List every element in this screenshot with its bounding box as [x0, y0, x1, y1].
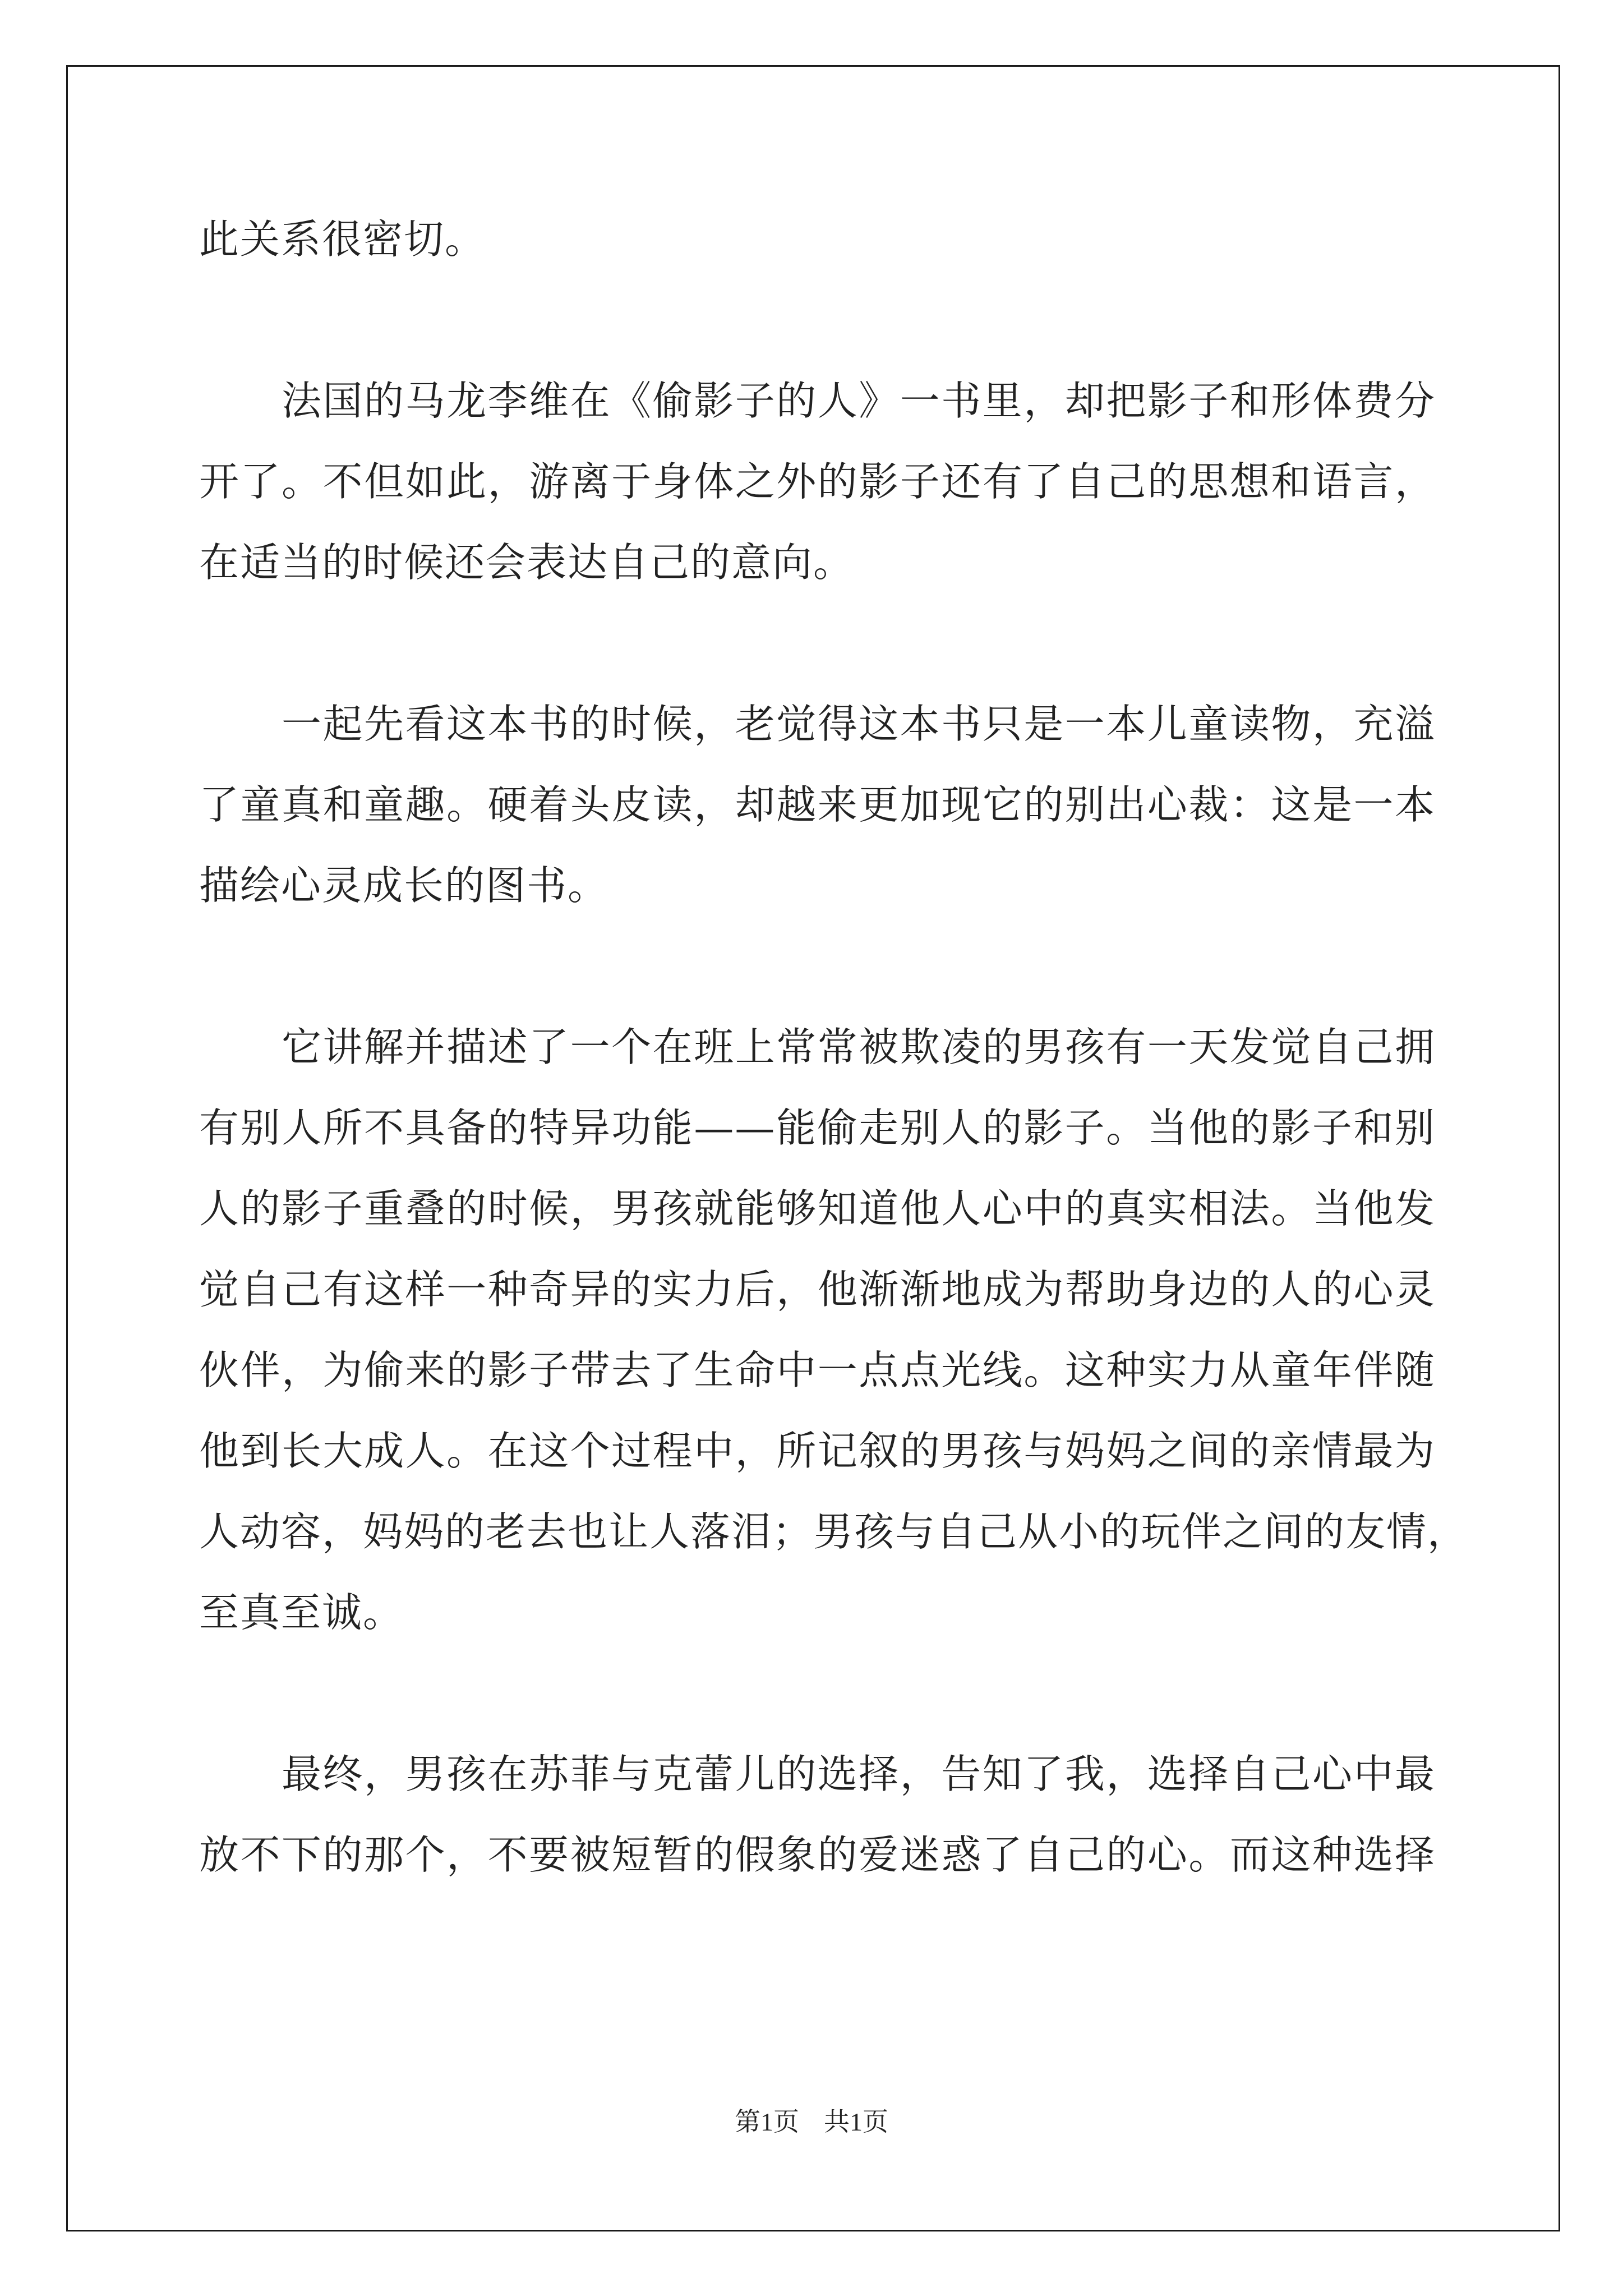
text-line: 觉自己有这样一种奇异的实力后，他渐渐地成为帮助身边的人的心灵 [199, 1266, 1436, 1313]
text-line: 法国的马龙李维在《偷影子的人》一书里，却把影子和形体费分 [282, 378, 1436, 424]
text-line: 他到长大成人。在这个过程中，所记叙的男孩与妈妈之间的亲情最为 [199, 1428, 1436, 1474]
text-line: 至真至诚。 [199, 1589, 404, 1636]
document-body [199, 199, 1469, 1895]
text-line: 它讲解并描述了一个在班上常常被欺凌的男孩有一天发觉自己拥 [282, 1024, 1436, 1070]
text-line: 放不下的那个，不要被短暂的假象的爱迷惑了自己的心。而这种选择 [199, 1832, 1436, 1878]
page-footer [0, 2101, 1623, 2138]
text-line: 开了。不但如此，游离于身体之外的影子还有了自己的思想和语言， [199, 458, 1436, 505]
text-line: 有别人所不具备的特异功能——能偷走别人的影子。当他的影子和别 [199, 1105, 1436, 1151]
text-line: 了童真和童趣。硬着头皮读，却越来更加现它的别出心裁：这是一本 [199, 781, 1436, 828]
paragraph-gap [199, 926, 1436, 1007]
text-line: 伙伴，为偷来的影子带去了生命中一点点光线。这种实力从童年伴随 [199, 1347, 1436, 1393]
text-line: 在适当的时候还会表达自己的意向。 [199, 539, 855, 586]
paragraph-gap [199, 1653, 1436, 1734]
text-line: 人的影子重叠的时候，男孩就能够知道他人心中的真实相法。当他发 [199, 1185, 1436, 1232]
paragraph-gap [199, 280, 1436, 361]
text-line: 描绘心灵成长的图书。 [199, 862, 609, 909]
total-page-count: 共1页 [824, 2108, 888, 2136]
current-page-number: 第1页 [735, 2108, 799, 2136]
text-line: 此关系很密切。 [199, 216, 486, 263]
text-line: 最终，男孩在苏菲与克蕾儿的选择，告知了我，选择自己心中最 [282, 1751, 1436, 1797]
text-line: 一起先看这本书的时候，老觉得这本书只是一本儿童读物，充溢 [282, 701, 1436, 747]
text-line: 人动容，妈妈的老去也让人落泪；男孩与自己从小的玩伴之间的友情， [199, 1508, 1469, 1555]
paragraph-gap [199, 603, 1436, 684]
